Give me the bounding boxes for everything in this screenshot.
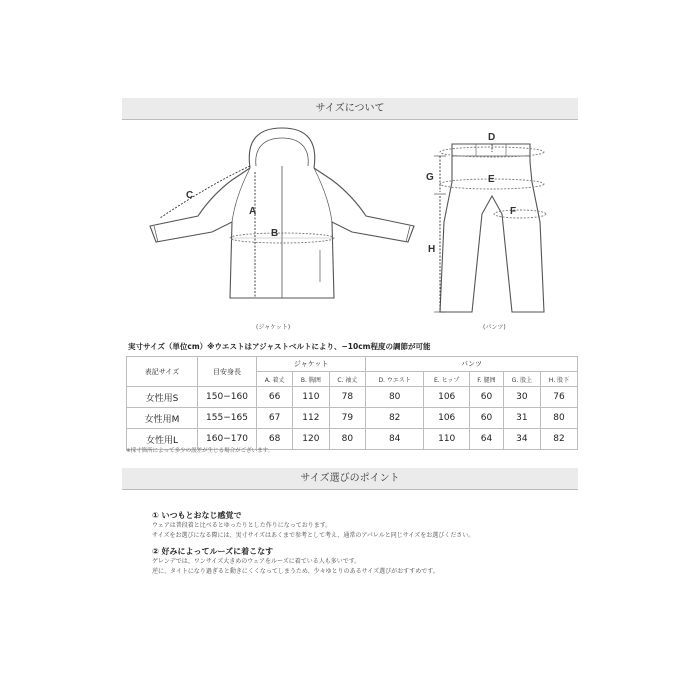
pants-group-header: パンツ — [366, 357, 578, 372]
jacket-group-header: ジャケット — [257, 357, 366, 372]
section-header-size-points — [122, 468, 578, 490]
row-height: 160−170 — [198, 429, 257, 450]
col-header-h: H. 股下 — [541, 372, 578, 387]
section-divider — [122, 489, 578, 490]
height-col-header: 目安身長 — [198, 357, 257, 387]
point-line: ウェアは普段着と比べるとゆったりとした作りになっております。 — [152, 522, 332, 529]
cell-a: 68 — [257, 429, 293, 450]
point-title: ① いつもとおなじ感覚で — [152, 511, 242, 520]
section-divider — [122, 119, 578, 120]
dim-label-b: B — [271, 228, 279, 239]
col-header-g: G. 股上 — [503, 372, 540, 387]
cell-c: 78 — [329, 387, 366, 408]
row-height: 155−165 — [198, 408, 257, 429]
pants-caption: (パンツ) — [483, 324, 506, 331]
cell-g: 31 — [503, 408, 540, 429]
garment-diagram — [120, 122, 580, 337]
cell-h: 80 — [541, 408, 578, 429]
size-point-1 — [152, 510, 474, 541]
measurement-note: ※採寸箇所によって多少の誤差が生じる場合がございます。 — [126, 448, 274, 454]
col-header-d: D. ウエスト — [366, 372, 424, 387]
jacket-caption: (ジャケット) — [256, 324, 291, 331]
cell-b: 112 — [293, 408, 329, 429]
col-header-c: C. 袖丈 — [329, 372, 366, 387]
col-header-a: A. 着丈 — [257, 372, 293, 387]
cell-b: 110 — [293, 387, 329, 408]
section-header-label: サイズについて — [315, 103, 385, 114]
point-line: サイズをお選びになる際には、実寸サイズはあくまで参考として考え、通常のアパレルと同じサイズをお選びください。 — [152, 532, 475, 539]
point-line: 逆に、タイトになり過ぎると動きにくくなってしまうため、少々ゆとりのあるサイズ選びがおすすめです。 — [152, 568, 439, 575]
cell-c: 79 — [329, 408, 366, 429]
dim-label-g: G — [426, 172, 434, 183]
cell-e: 106 — [424, 387, 470, 408]
table-row — [127, 408, 578, 429]
row-size: 女性用S — [127, 387, 198, 408]
dim-label-a: A — [249, 206, 257, 217]
dim-label-h: H — [428, 244, 436, 255]
cell-a: 67 — [257, 408, 293, 429]
dim-c-line — [160, 166, 250, 218]
pants-outline — [440, 144, 544, 312]
jacket-sleeve-seam-left — [232, 168, 250, 222]
dim-label-e: E — [488, 174, 495, 185]
dim-label-c: C — [186, 190, 194, 201]
cell-f: 60 — [470, 387, 504, 408]
point-line: ゲレンデでは、ワンサイズ大きめのウェアをルーズに着ている人も多いです。 — [152, 558, 361, 565]
row-size: 女性用L — [127, 429, 198, 450]
size-table — [126, 356, 578, 450]
cell-h: 82 — [541, 429, 578, 450]
cell-g: 30 — [503, 387, 540, 408]
cell-d: 82 — [366, 408, 424, 429]
jacket-hood-inner — [256, 138, 309, 166]
dim-label-f: F — [510, 206, 517, 217]
col-header-f: F. 腿囲 — [470, 372, 504, 387]
col-header-e: E. ヒップ — [424, 372, 470, 387]
pants-dimensions — [434, 144, 546, 312]
row-size: 女性用M — [127, 408, 198, 429]
jacket-dimensions — [160, 166, 334, 298]
row-height: 150−160 — [198, 387, 257, 408]
jacket-sleeve-seam-right — [314, 168, 332, 222]
point-title: ② 好みによってルーズに着こなす — [152, 547, 274, 556]
cell-e: 110 — [424, 429, 470, 450]
cell-h: 76 — [541, 387, 578, 408]
cell-b: 120 — [293, 429, 329, 450]
cell-d: 80 — [366, 387, 424, 408]
pants-drawing — [440, 144, 544, 312]
cell-g: 34 — [503, 429, 540, 450]
table-row — [127, 387, 578, 408]
jacket-drawing — [150, 128, 414, 298]
cell-c: 80 — [329, 429, 366, 450]
section-header-label: サイズ選びのポイント — [300, 473, 400, 484]
size-col-header: 表記サイズ — [127, 357, 198, 387]
size-point-2 — [152, 546, 439, 577]
dim-label-d: D — [488, 132, 496, 143]
cell-e: 106 — [424, 408, 470, 429]
cell-d: 84 — [366, 429, 424, 450]
cell-f: 60 — [470, 408, 504, 429]
measurement-title: 実寸サイズ（単位cm）※ウエストはアジャストベルトにより、−10cm程度の調節が可能 — [128, 342, 431, 351]
section-header-size-about — [122, 98, 578, 120]
cell-a: 66 — [257, 387, 293, 408]
cell-f: 64 — [470, 429, 504, 450]
col-header-b: B. 胸囲 — [293, 372, 329, 387]
